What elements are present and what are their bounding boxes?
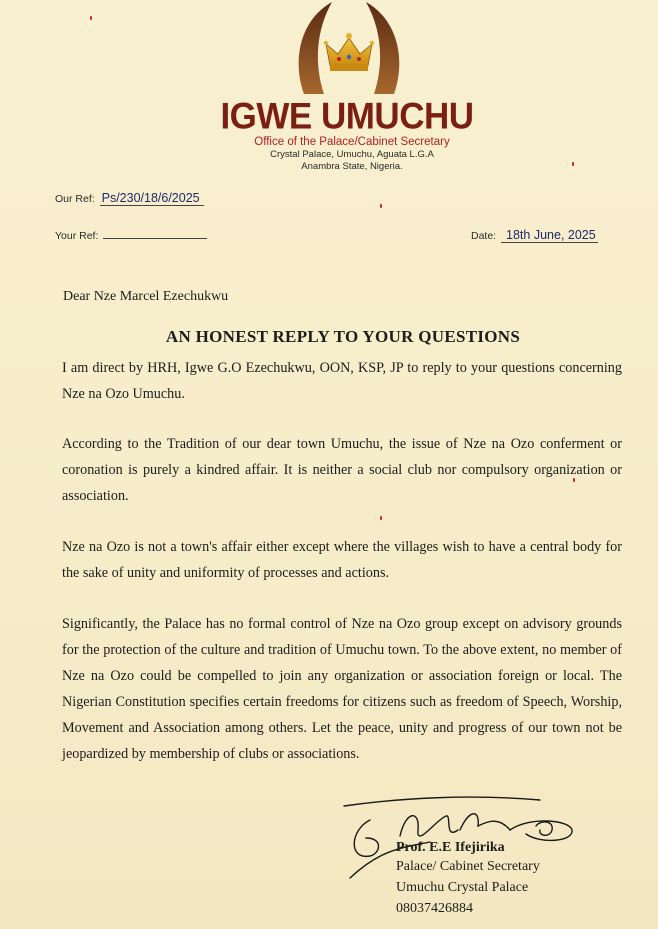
letter-heading: AN HONEST REPLY TO YOUR QUESTIONS [165, 327, 521, 346]
our-ref [55, 191, 204, 206]
our-ref-label: Our Ref: [55, 193, 95, 205]
signatory-organization: Umuchu Crystal Palace [396, 880, 529, 895]
letter-date [471, 228, 598, 243]
signatory-name: Prof. E.E Ifejirika [396, 840, 505, 855]
crown-crest-icon [290, 0, 408, 96]
your-ref-blank-line [103, 230, 207, 239]
paper-speck [90, 16, 92, 20]
letterhead-address-line1: Crystal Palace, Umuchu, Aguata L.G.A [270, 149, 434, 160]
paragraph-2: According to the Tradition of our dear town Umuchu, the issue of Nze na Ozo conferment or coronation is purely a kindred affair. It is neither a social club nor compulsory organization or association. [62, 436, 622, 504]
paragraph-1: I am direct by HRH, Igwe G.O Ezechukwu, OON, KSP, JP to reply to your questions concerning Nze na Ozo Umuchu. [62, 360, 622, 402]
paragraph-4: Significantly, the Palace has no formal control of Nze na Ozo group except on advisory grounds for the protection of the culture and tradition of Umuchu town. To the above extent, no member of Nze na Ozo could be compelled to join any organization or association foreign or local. The Nigerian Constitution specifies certain freedoms for citizens such as freedom of Speech, Worship, Movement and Association among others. Let the peace, unity and progress of our town not be jeopardized by membership of clubs or associations. [62, 616, 622, 762]
date-label: Date: [471, 230, 497, 242]
your-ref [55, 230, 207, 242]
paper-speck [380, 204, 382, 208]
paper-speck [573, 478, 575, 482]
letterhead-office: Office of the Palace/Cabinet Secretary [254, 136, 450, 148]
paper-speck [380, 516, 382, 520]
letterhead-address-line2: Anambra State, Nigeria. [301, 161, 403, 172]
your-ref-label: Your Ref: [55, 230, 99, 242]
date-value: 18th June, 2025 [501, 228, 598, 243]
our-ref-value: Ps/230/18/6/2025 [100, 191, 204, 206]
salutation: Dear Nze Marcel Ezechukwu [63, 289, 229, 304]
signatory-title: Palace/ Cabinet Secretary [396, 859, 540, 874]
paragraph-3: Nze na Ozo is not a town's affair either except where the villages wish to have a central body for the sake of unity and uniformity of processes and actions. [62, 539, 622, 581]
paper-speck [572, 162, 574, 166]
letterhead-brand: IGWE UMUCHU [220, 96, 474, 137]
signatory-phone: 08037426884 [396, 901, 473, 916]
